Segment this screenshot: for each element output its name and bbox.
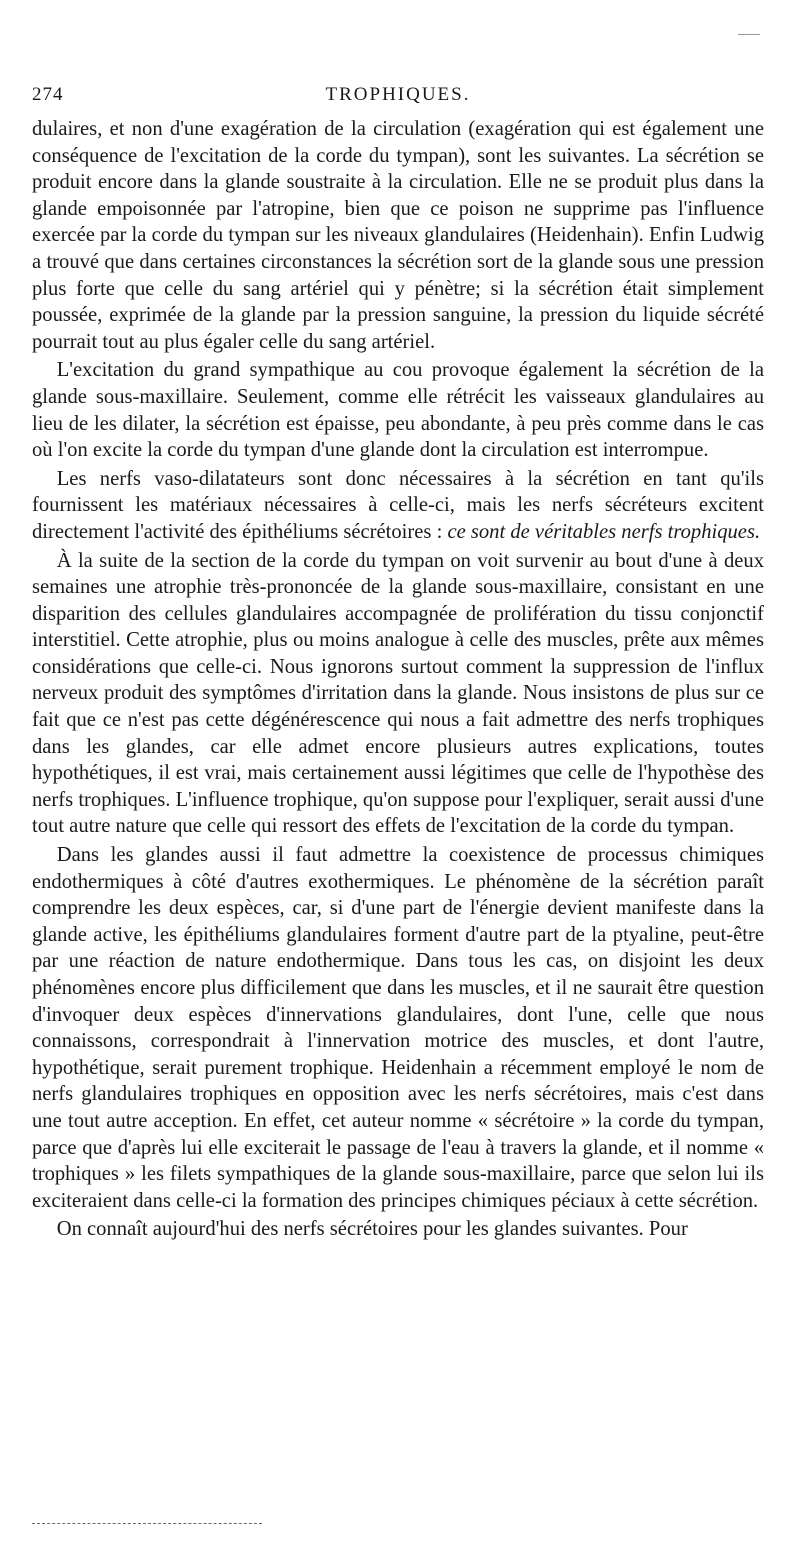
running-head: TROPHIQUES.: [325, 84, 471, 105]
body-text: [32, 116, 764, 1243]
page-number: 274: [32, 84, 64, 105]
paragraph: Dans les glandes aussi il faut admettre la coexistence de processus chimiques endothermiques à côté d'autres exothermiques. Le phénomène de la sécrétion paraît comprendre les deux espèces, car, si d'une part de l'énergie devient manifeste dans la glande active, les épithéliums glandulaires forment d'autre part de la ptyaline, peut-être par une réaction de nature endothermique. Dans tous les cas, on disjoint les deux phénomènes encore plus difficilement que dans les muscles, et il ne saurait être question d'invoquer deux espèces d'innervations glandulaires, dont l'une, celle que nous connaissons, correspondrait à l'innervation motrice des muscles, et dont l'autre, hypothétique, serait purement trophique. Heidenhain a récemment employé le nom de nerfs glandulaires trophiques en opposition avec les nerfs sécrétoires, mais c'est dans une tout autre acception. En effet, cet auteur nomme « sécrétoire » la corde du tympan, parce que d'après lui elle exciterait le passage de l'eau à travers la glande, et il nomme « trophiques » les filets sympathiques de la glande sous-maxillaire, parce que selon lui ils exciteraient dans celle-ci la formation des principes chimiques péciaux à cette sécrétion.: [32, 844, 764, 1212]
page-header: [32, 84, 764, 114]
paragraph: À la suite de la section de la corde du tympan on voit survenir au bout d'une à deux semaines une atrophie très-prononcée de la glande sous-maxillaire, consistant en une disparition des cellules glandulaires accompagnée de prolifération du tissu conjonctif interstitiel. Cette atrophie, plus ou moins analogue à celle des muscles, prête aux mêmes considérations que celle-ci. Nous ignorons surtout comment la suppression de l'influx nerveux produit des symptômes d'irritation dans la glande. Nous insistons de plus sur ce fait que ce n'est pas cette dégénérescence qui nous a fait admettre des nerfs trophiques dans les glandes, car elle admet encore plusieurs autres explications, toutes hypothétiques, il est vrai, mais certainement aussi légitimes que celle de l'hypothèse des nerfs trophiques. L'influence trophique, qu'on suppose pour l'expliquer, serait aussi d'une tout autre nature que celle qui ressort des effets de l'excitation de la corde du tympan.: [32, 549, 764, 838]
paragraph: [32, 466, 764, 546]
paragraph: On connaît aujourd'hui des nerfs sécrétoires pour les glandes suivantes. Pour: [56, 1218, 688, 1241]
paragraph: L'excitation du grand sympathique au cou provoque également la sécrétion de la glande sous-maxillaire. Seulement, comme elle rétrécit les vaisseaux glandulaires au lieu de les dilater, la sécrétion est épaisse, peu abondante, à peu près comme dans le cas où l'on excite la corde du tympan d'une glande dont la circulation est interrompue.: [32, 359, 764, 462]
emphasized-text: ce sont de véritables nerfs trophiques.: [447, 520, 761, 543]
corner-mark: [738, 34, 760, 35]
document-page: [32, 84, 764, 1245]
paragraph-text: Les nerfs vaso-dilatateurs sont donc nécessaires à la sécrétion en tant qu'ils fournissent les matériaux nécessaires à celle-ci, mais les nerfs sécréteurs excitent directement l'activité des épithéliums sécrétoires :: [32, 467, 764, 543]
paragraph: dulaires, et non d'une exagération de la circulation (exagération qui est également une conséquence de l'excitation de la corde du tympan), sont les suivantes. La sécrétion se produit encore dans la glande soustraite à la circulation. Elle ne se produit plus dans la glande empoisonnée par l'atropine, bien que ce poison ne supprime pas l'influence exercée par la corde du tympan sur les niveaux glandulaires (Heidenhain). Enfin Ludwig a trouvé que dans certaines circonstances la sécrétion sort de la glande sous une pression plus forte que celle du sang artériel qui y pénètre; si la sécrétion était simplement poussée, exprimée de la glande par la pression sanguine, la pression du liquide sécrété pourrait tout au plus égaler celle du sang artériel.: [32, 118, 764, 353]
footer-rule: [32, 1523, 262, 1524]
